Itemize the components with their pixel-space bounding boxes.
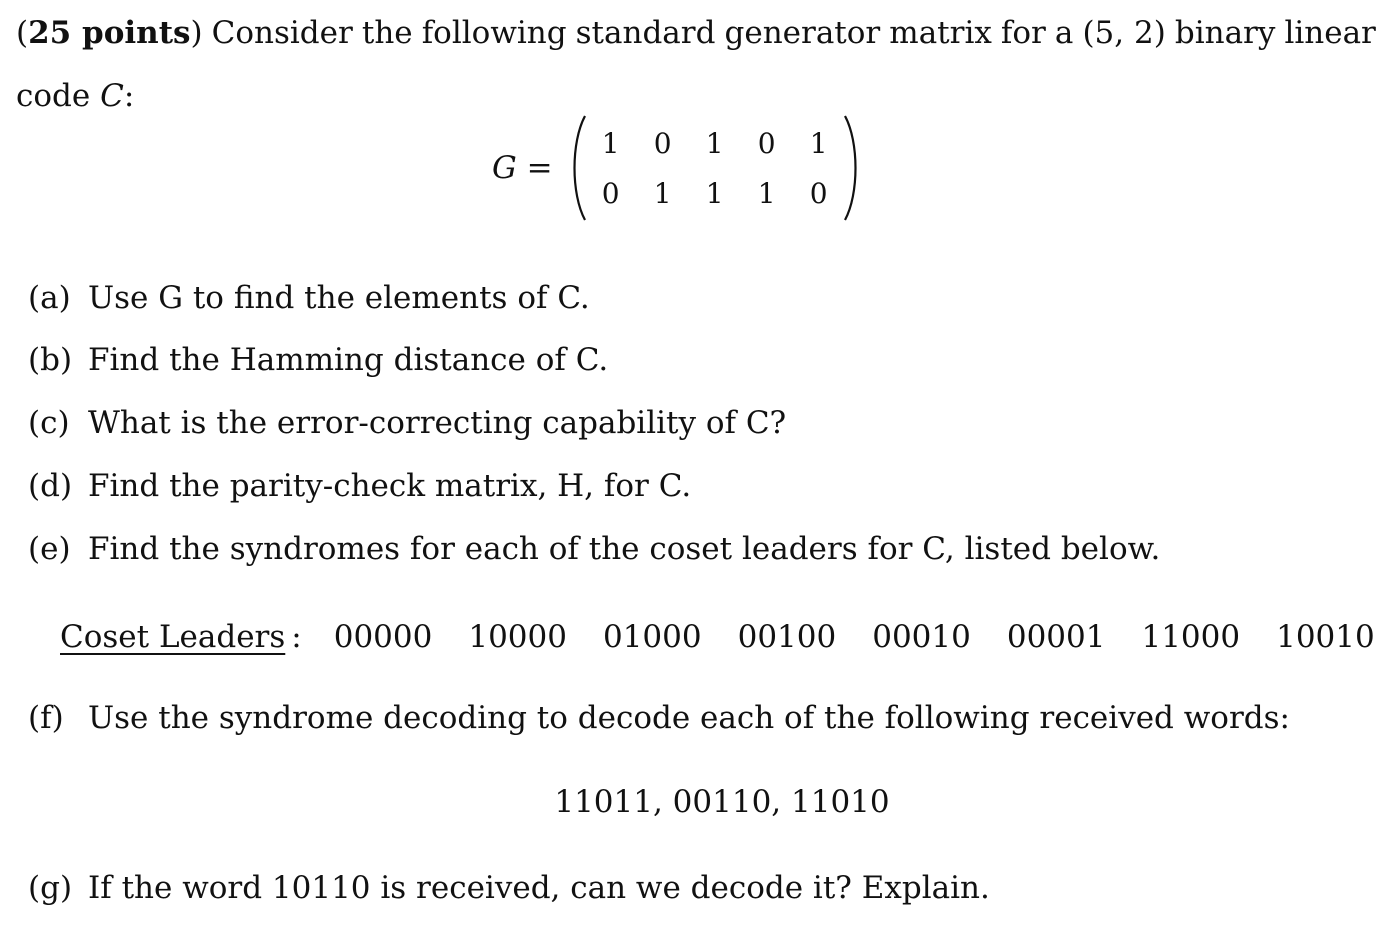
coset-leader: 00001 [1006,619,1106,655]
part-text: Find the Hamming distance of C. [88,342,609,378]
generator-matrix [492,112,863,224]
code-parameters: (5, 2) [1082,15,1166,51]
matrix-cell: 1 [601,126,620,160]
part-label: (e) [28,531,71,567]
intro-word: for [1000,15,1046,51]
coset-leaders-colon: : [291,619,302,655]
code-symbol: C [100,78,124,114]
intro-word: linear [1284,15,1376,51]
received-words: 11011, 00110, 11010 [554,784,890,820]
part-label: (d) [28,468,73,504]
coset-leader: 00100 [737,619,837,655]
intro-word: a [1054,15,1074,51]
intro-line-2 [16,76,134,116]
matrix-cell: 1 [705,176,724,210]
matrix-cell: 1 [809,126,828,160]
intro-word: binary [1174,15,1276,51]
intro-code-word: code [16,78,91,114]
matrix-cell: 0 [601,176,620,210]
matrix-lhs [492,150,553,186]
right-parenthesis [841,112,863,224]
part-label: (a) [28,280,71,316]
intro-line-1 [16,13,1376,53]
matrix-cell: 0 [809,176,828,210]
coset-leader: 11000 [1141,619,1241,655]
part-b [28,340,608,380]
part-e [28,529,1160,569]
coset-leaders-title: Coset Leaders [60,619,286,655]
matrix-cell: 0 [757,126,776,160]
matrix-cell: 1 [705,126,724,160]
coset-leader: 00000 [333,619,433,655]
part-text: Use the syndrome decoding to decode each of the following received words: [88,700,1290,736]
part-text: Use G to find the elements of C. [88,280,590,316]
matrix-cell: 1 [757,176,776,210]
part-label: (g) [28,870,73,906]
matrix-equals: = [526,150,553,186]
intro-word: the [361,15,413,51]
intro-word: matrix [889,15,992,51]
part-text: If the word 10110 is received, can we decode it? Explain. [88,870,990,906]
matrix-name: G [492,150,517,186]
coset-leader: 01000 [602,619,702,655]
part-g [28,868,990,908]
part-d [28,466,691,506]
intro-word: Consider [211,15,353,51]
coset-leaders-row [60,617,1375,657]
matrix-grid [585,118,845,218]
part-a [28,278,590,318]
part-text: Find the parity-check matrix, H, for C. [88,468,692,504]
part-label: (f) [28,700,64,736]
coset-leader: 10000 [468,619,567,655]
matrix-cell: 0 [653,126,672,160]
part-f [28,698,1290,738]
intro-word: generator [724,15,881,51]
points-label: (25 points) [16,15,203,51]
intro-word: following [421,15,567,51]
part-c [28,403,786,443]
matrix-cell: 1 [653,176,672,210]
part-text: What is the error-correcting capability of C? [88,405,787,441]
part-label: (c) [28,405,70,441]
intro-word: standard [575,15,716,51]
coset-leader: 10010 [1276,619,1375,655]
part-label: (b) [28,342,73,378]
part-text: Find the syndromes for each of the coset leaders for C, listed below. [88,531,1161,567]
coset-leader: 00010 [872,619,971,655]
intro-colon: : [123,78,135,114]
